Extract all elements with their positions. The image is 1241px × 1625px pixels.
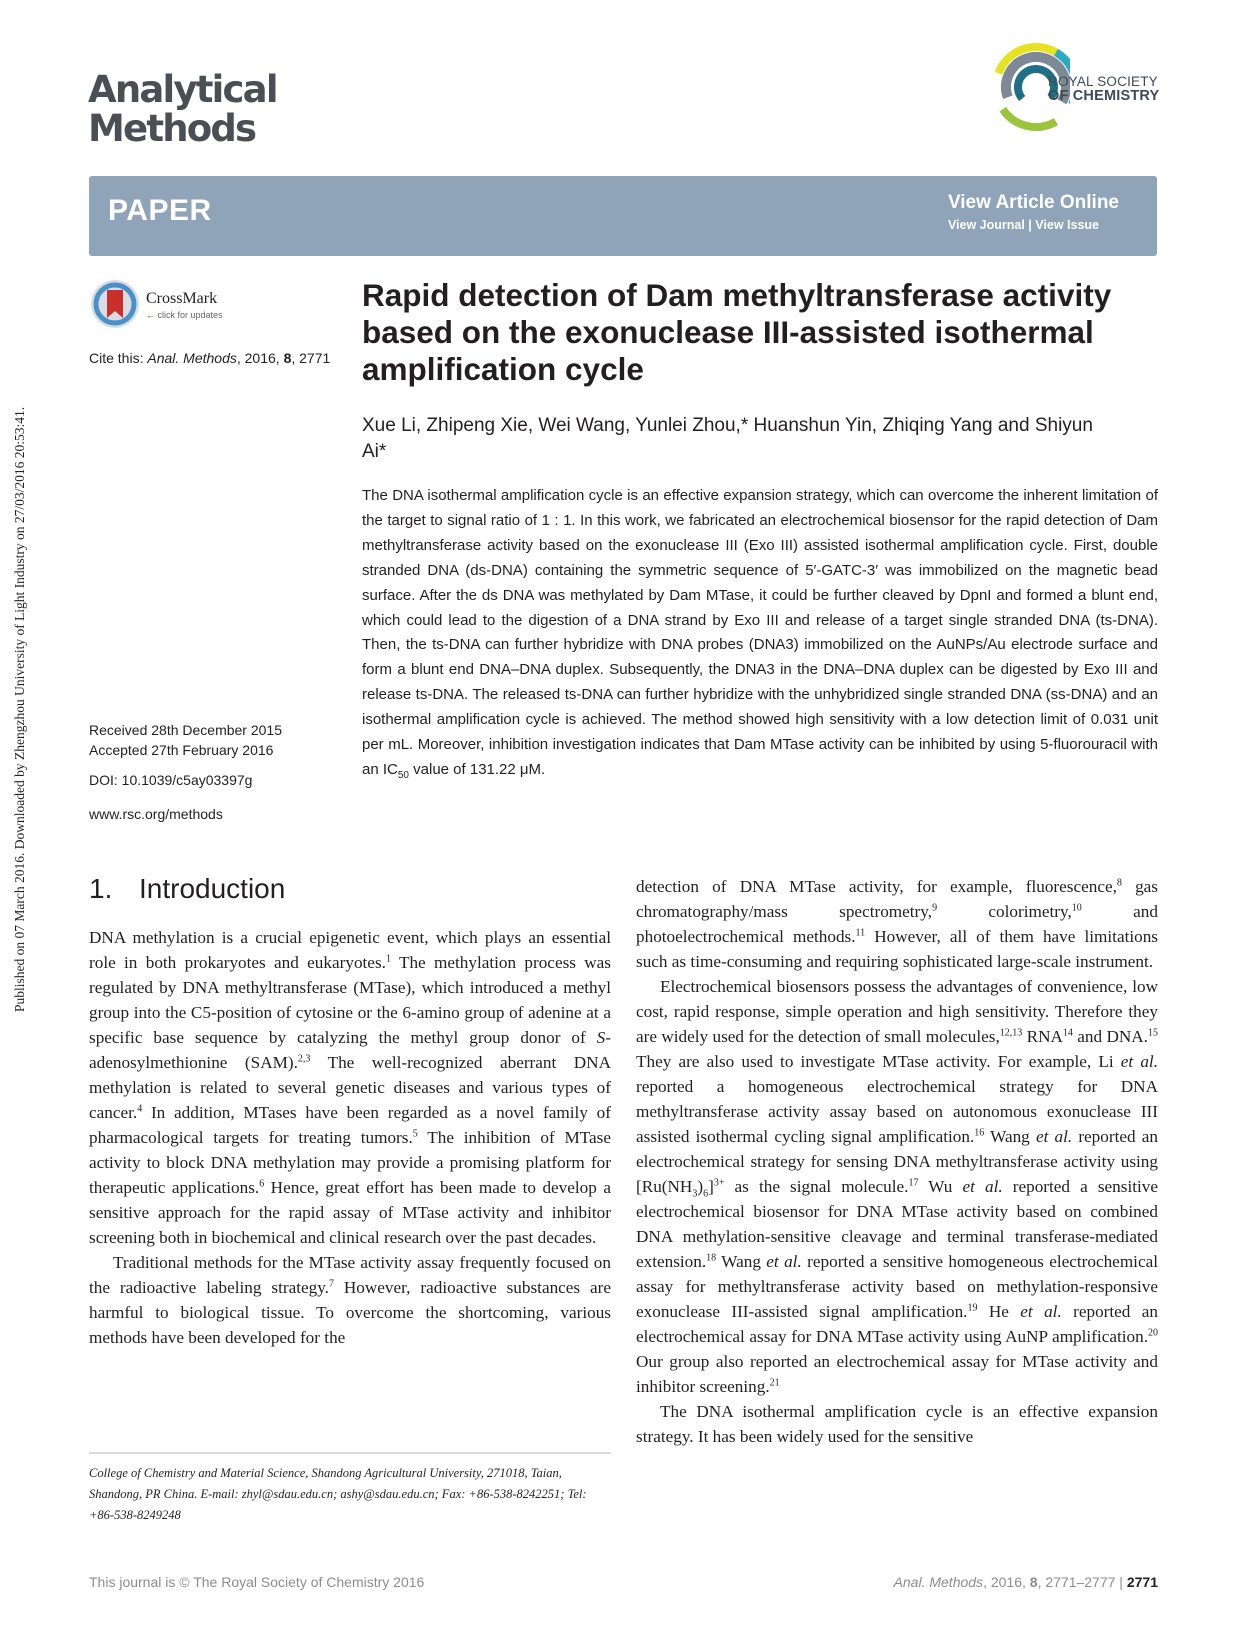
- reference[interactable]: 6: [259, 1178, 265, 1190]
- reference[interactable]: 11: [855, 927, 866, 939]
- reference[interactable]: 17: [908, 1177, 919, 1189]
- arrow-icon: ←: [146, 310, 155, 320]
- doi[interactable]: DOI: 10.1039/c5ay03397g: [89, 772, 253, 788]
- body-column-right: [636, 874, 1158, 1449]
- affiliation-footnote: College of Chemistry and Material Science, Shandong Agricultural University, 271018, Taian, Shandong, PR China. E-mail: zhyl@sdau.edu.cn; ashy@sdau.edu.cn; Fax: +86-538-8242251; Tel: +86-538-8249248: [89, 1466, 587, 1522]
- crossmark-badge[interactable]: [89, 278, 239, 334]
- section-heading: [89, 873, 285, 905]
- reference[interactable]: 1: [385, 953, 391, 965]
- reference[interactable]: 18: [706, 1252, 717, 1264]
- view-journal-link[interactable]: View Journal: [947, 218, 1025, 232]
- article-banner: [89, 176, 1157, 256]
- paragraph: The DNA isothermal amplification cycle is an effective expansion strategy. It has been widely used for the sensitive: [636, 1402, 1158, 1446]
- paragraph: detection of DNA MTase activity, for example, fluorescence,$^8$ gas chromatography/mass spectrometry,$^9$ colorimetry,$^{10}$ and photoelectrochemical methods.$^{11}$ However, all of them have limitations such as time-consuming and requiring sophisticated large-scale instrument.: [636, 877, 1158, 971]
- reference[interactable]: 4: [137, 1103, 143, 1115]
- journal-title: [88, 70, 277, 148]
- publisher-line1: ROYAL SOCIETY: [1048, 74, 1158, 89]
- author-list: Xue Li, Zhipeng Xie, Wei Wang, Yunlei Zhou,* Huanshun Yin, Zhiqing Yang and Shiyun Ai*: [362, 415, 1093, 462]
- reference[interactable]: 12,13: [999, 1027, 1023, 1039]
- publisher-line2: OF CHEMISTRY: [1048, 88, 1160, 104]
- accepted-date: Accepted 27th February 2016: [89, 742, 274, 758]
- journal-website-link[interactable]: www.rsc.org/methods: [89, 806, 223, 822]
- reference[interactable]: 9: [932, 902, 938, 914]
- banner-links-group: [948, 192, 1119, 232]
- rsc-logo: [990, 32, 1160, 142]
- chemical-formula: $[Ru(NH_3)_6]^{3+}$: [636, 1177, 725, 1200]
- reference[interactable]: 15: [1147, 1027, 1158, 1039]
- section-number: 1.: [89, 873, 113, 904]
- journal-title-line2: Methods: [88, 107, 256, 150]
- copyright-footer: This journal is © The Royal Society of Chemistry 2016: [89, 1574, 425, 1590]
- body-column-left: [89, 925, 611, 1350]
- footnote-divider: [89, 1452, 611, 1454]
- view-article-online-link[interactable]: View Article Online: [947, 192, 1119, 213]
- reference[interactable]: 16: [974, 1127, 985, 1139]
- paragraph: DNA methylation is a crucial epigenetic event, which plays an essential role in both prokaryotes and eukaryotes.$^1$ The methylation process was regulated by DNA methyltransferase (MTase), which introduced a methyl group into the C5-position of cytosine or the 6-amino group of adenine at a specific base sequence by catalyzing the methyl group donor of S-adenosylmethionine (SAM).$^{2,3}$ The well-recognized aberrant DNA methylation is related to several genetic diseases and various types of cancer.$^4$ In addition, MTases have been regarded as a novel family of pharmacological targets for treating tumors.$^5$ The inhibition of MTase activity to block DNA methylation may provide a promising platform for therapeutic applications.$^6$ Hence, great effort has been made to develop a sensitive approach for the rapid assay of MTase activity and inhibitor screening both in biochemical and clinical research over the past decades.: [89, 928, 611, 1247]
- abstract: The DNA isothermal amplification cycle is an effective expansion strategy, which can overcome the inherent limitation of the target to signal ratio of 1 : 1. In this work, we fabricated an electrochemical biosensor for the rapid detection of Dam methyltransferase activity based on the exonuclease III (Exo III) assisted isothermal amplification cycle. First, double stranded DNA (ds-DNA) containing the symmetric sequence of 5′-GATC-3′ was immobilized on the magnetic bead surface. After the ds DNA was methylated by Dam MTase, it could be further cleaved by DpnI and formed a blunt end, which could lead to the digestion of a DNA strand by Exo III and release of a target single stranded DNA (ts-DNA). Then, the ts-DNA can further hybridize with DNA probes (DNA3) immobilized on the AuNPs/Au electrode surface and form a blunt end DNA–DNA duplex. Subsequently, the DNA3 in the DNA–DNA duplex can be digested by Exo III and release ts-DNA. The released ts-DNA can further hybridize with the unhybridized single stranded DNA (ss-DNA) and an isothermal amplification cycle is achieved. The method showed high sensitivity with a low detection limit of 0.031 unit per mL. Moreover, inhibition investigation indicates that Dam MTase activity can be inhibited by using 5-fluorouracil with an $IC_{50}$ value of 131.22 μM.: [362, 487, 1158, 781]
- view-issue-link[interactable]: View Issue: [1035, 218, 1099, 232]
- reference[interactable]: 21: [769, 1377, 780, 1389]
- article-title: Rapid detection of Dam methyltransferase activity based on the exonuclease III-assisted isothermal amplification cycle: [362, 277, 1112, 387]
- citation: Cite this: Anal. Methods, 2016, 8, 2771: [89, 350, 331, 366]
- crossmark-icon: [89, 278, 141, 330]
- reference[interactable]: 19: [967, 1302, 978, 1314]
- reference[interactable]: 14: [1062, 1027, 1073, 1039]
- banner-sub-links: [948, 218, 1119, 232]
- link-separator: |: [1024, 218, 1036, 232]
- reference[interactable]: 8: [1116, 877, 1122, 889]
- reference[interactable]: 5: [412, 1128, 418, 1140]
- journal-title-line1: Analytical: [88, 68, 277, 111]
- reference[interactable]: 10: [1071, 902, 1082, 914]
- paragraph: Electrochemical biosensors possess the advantages of convenience, low cost, rapid response, simple operation and high sensitivity. Therefore they are widely used for the detection of small molecules,$^{12,13}$ RNA$^{14}$ and DNA.$^{15}$ They are also used to investigate MTase activity. For example, Li et al. reported a homogeneous electrochemical strategy for DNA methyltransferase activity assay based on autonomous exonuclease III assisted isothermal cycling signal amplification.$^{16}$ Wang et al. reported an electrochemical strategy for sensing DNA methyltransferase activity using $[Ru(NH_3)_6]^{3+}$ as the signal molecule.$^{17}$ Wu et al. reported a sensitive electrochemical biosensor for DNA MTase activity based on combined DNA methylation-sensitive cleavage and terminal transferase-mediated extension.$^{18}$ Wang et al. reported a sensitive homogeneous electrochemical assay for methyltransferase activity based on methylation-responsive exonuclease III-assisted signal amplification.$^{19}$ He et al. reported an electrochemical assay for DNA MTase activity using AuNP amplification.$^{20}$ Our group also reported an electrochemical assay for MTase activity and inhibitor screening.$^{21}$: [636, 977, 1158, 1396]
- page-footer-citation: Anal. Methods, 2016, 8, 2771–2777 | 2771: [893, 1574, 1158, 1590]
- paragraph: Traditional methods for the MTase activity assay frequently focused on the radioactive labeling strategy.$^7$ However, radioactive substances are harmful to biological tissue. To overcome the shortcoming, various methods have been developed for the: [89, 1253, 612, 1347]
- crossmark-label: CrossMark: [146, 290, 218, 307]
- reference[interactable]: 7: [328, 1278, 334, 1290]
- section-title: Introduction: [139, 873, 286, 904]
- crossmark-sub: ← click for updates: [146, 310, 223, 320]
- reference[interactable]: 2,3: [297, 1053, 311, 1065]
- reference[interactable]: 20: [1148, 1327, 1158, 1339]
- page-number: 2771: [1126, 1574, 1158, 1590]
- download-watermark: Published on 07 March 2016. Downloaded by Zhengzhou University of Light Industry on 27/03/2016 20:53:41.: [12, 406, 27, 1012]
- article-type: PAPER: [108, 194, 212, 227]
- received-date: Received 28th December 2015: [89, 722, 283, 738]
